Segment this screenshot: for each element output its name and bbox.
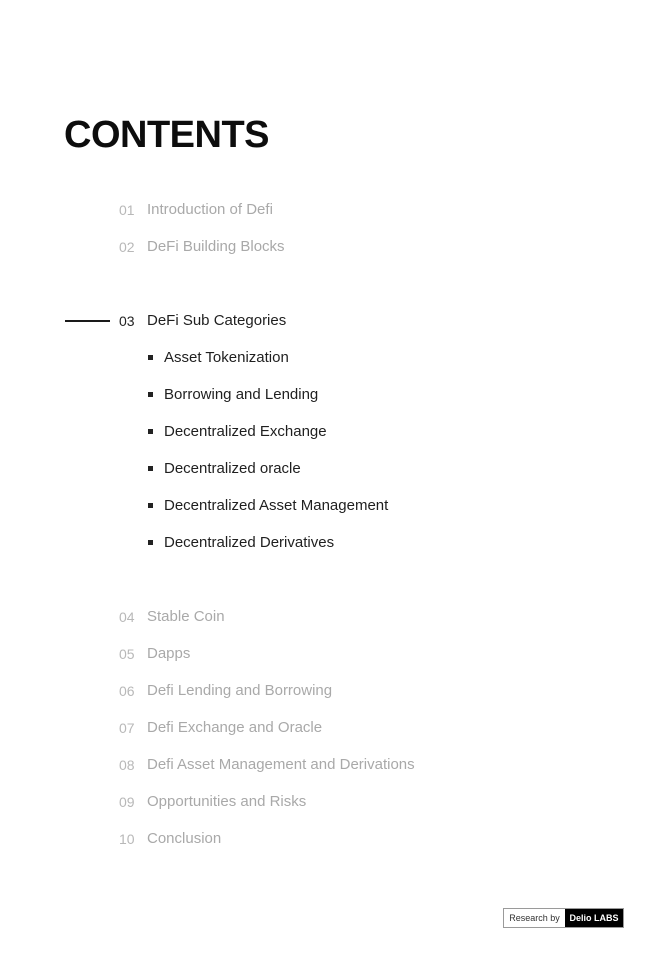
toc-item-label: Conclusion xyxy=(147,830,222,847)
bullet-icon xyxy=(148,466,153,471)
toc-item-label: Defi Lending and Borrowing xyxy=(147,682,333,699)
toc-item-number: 07 xyxy=(119,720,135,736)
toc-item-label: Stable Coin xyxy=(147,608,225,625)
toc-item-label: Defi Exchange and Oracle xyxy=(147,719,323,736)
toc-item-label: Introduction of Defi xyxy=(147,201,273,218)
toc-item-label: DeFi Sub Categories xyxy=(147,312,287,329)
toc-subitem-label: Borrowing and Lending xyxy=(164,386,319,403)
toc-item-label: DeFi Building Blocks xyxy=(147,238,285,255)
toc-item-number: 04 xyxy=(119,609,135,625)
toc-subitem-label: Decentralized Exchange xyxy=(164,423,327,440)
toc-item-number: 03 xyxy=(119,313,135,329)
toc-subitem-label: Decentralized Asset Management xyxy=(164,497,389,514)
research-by-badge xyxy=(503,908,624,928)
toc-item-label: Opportunities and Risks xyxy=(147,793,307,810)
toc-item-number: 08 xyxy=(119,757,135,773)
toc-item-number: 02 xyxy=(119,239,135,255)
toc-item-number: 01 xyxy=(119,202,135,218)
active-indicator-line xyxy=(65,320,110,322)
toc-item-number: 05 xyxy=(119,646,135,662)
bullet-icon xyxy=(148,429,153,434)
toc-subitem-label: Decentralized oracle xyxy=(164,460,301,477)
toc-subitem-label: Decentralized Derivatives xyxy=(164,534,335,551)
toc-item-number: 09 xyxy=(119,794,135,810)
toc-item-number: 06 xyxy=(119,683,135,699)
bullet-icon xyxy=(148,355,153,360)
brand-logo: Delio LABS xyxy=(565,909,623,927)
page-title: CONTENTS xyxy=(64,114,269,156)
toc-item-number: 10 xyxy=(119,831,135,847)
toc-subitem-label: Asset Tokenization xyxy=(164,349,289,366)
toc-item-label: Dapps xyxy=(147,645,191,662)
research-by-label: Research by xyxy=(509,913,560,923)
toc-item-label: Defi Asset Management and Derivations xyxy=(147,756,415,773)
bullet-icon xyxy=(148,503,153,508)
bullet-icon xyxy=(148,392,153,397)
bullet-icon xyxy=(148,540,153,545)
